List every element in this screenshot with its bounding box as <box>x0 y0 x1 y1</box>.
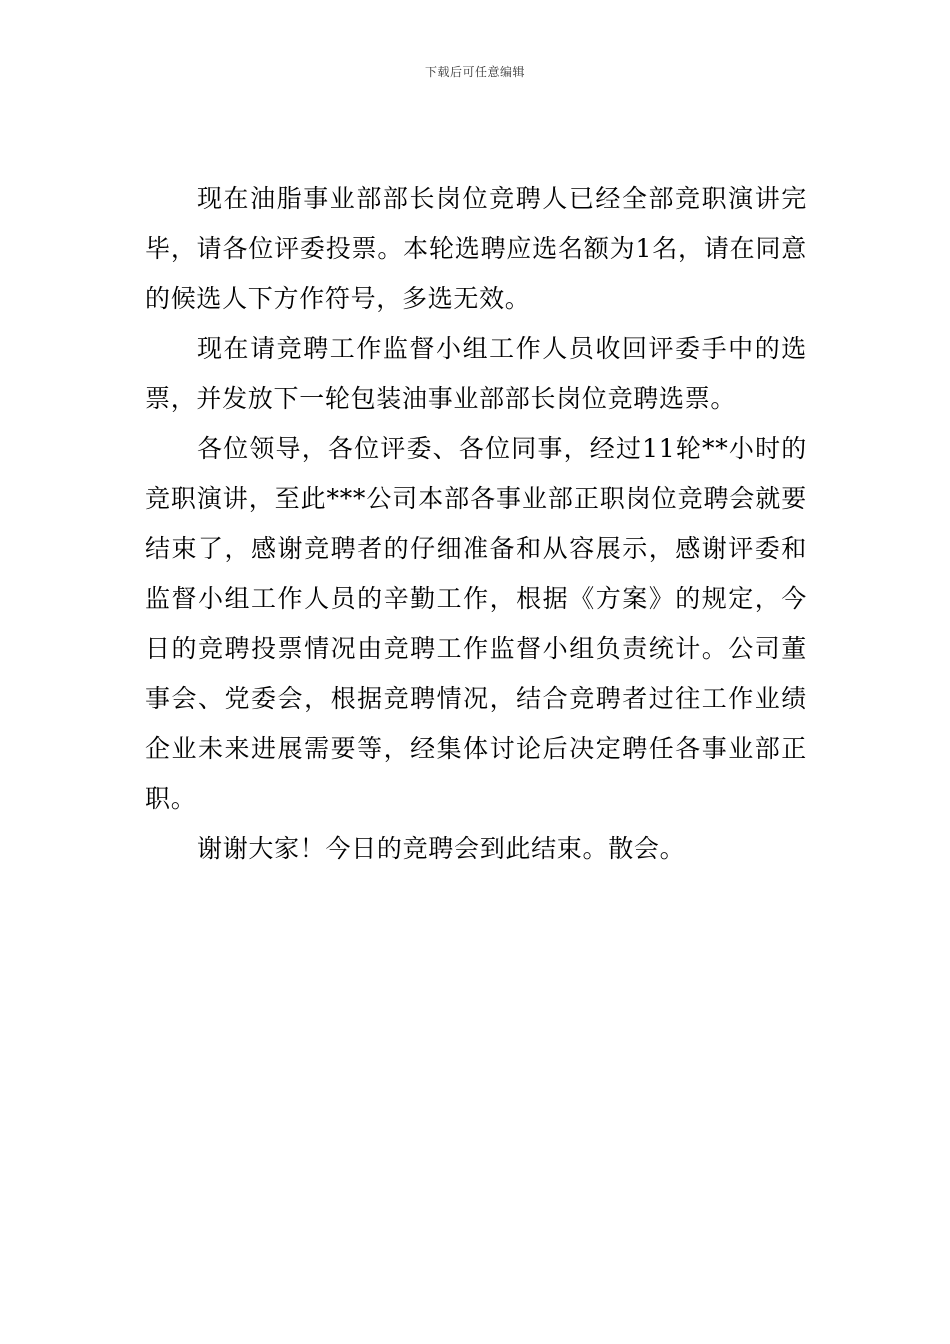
paragraph-voting-instructions: 现在油脂事业部部长岗位竞聘人已经全部竞职演讲完毕，请各位评委投票。本轮选聘应选名额为1名，请在同意的候选人下方作符号，多选无效。 <box>145 184 807 313</box>
paragraph-adjournment: 谢谢大家！今日的竞聘会到此结束。散会。 <box>197 834 686 863</box>
paragraph-closing-remarks: 各位领导，各位评委、各位同事，经过11轮**小时的竞职演讲，至此***公司本部各事业部正职岗位竞聘会就要结束了，感谢竞聘者的仔细准备和从容展示，感谢评委和监督小组工作人员的辛勤工作，根据《方案》的规定，今日的竞聘投票情况由竞聘工作监督小组负责统计。公司董事会、党委会，根据竞聘情况，结合竞聘者过往工作业绩企业未来进展需要等，经集体讨论后决定聘任各事业部正职。 <box>145 434 807 813</box>
paragraph-ballot-collection: 现在请竞聘工作监督小组工作人员收回评委手中的选票，并发放下一轮包装油事业部部长岗位竞聘选票。 <box>145 334 807 413</box>
document-body <box>145 174 807 874</box>
header-note: 下载后可任意编辑 <box>424 65 525 79</box>
